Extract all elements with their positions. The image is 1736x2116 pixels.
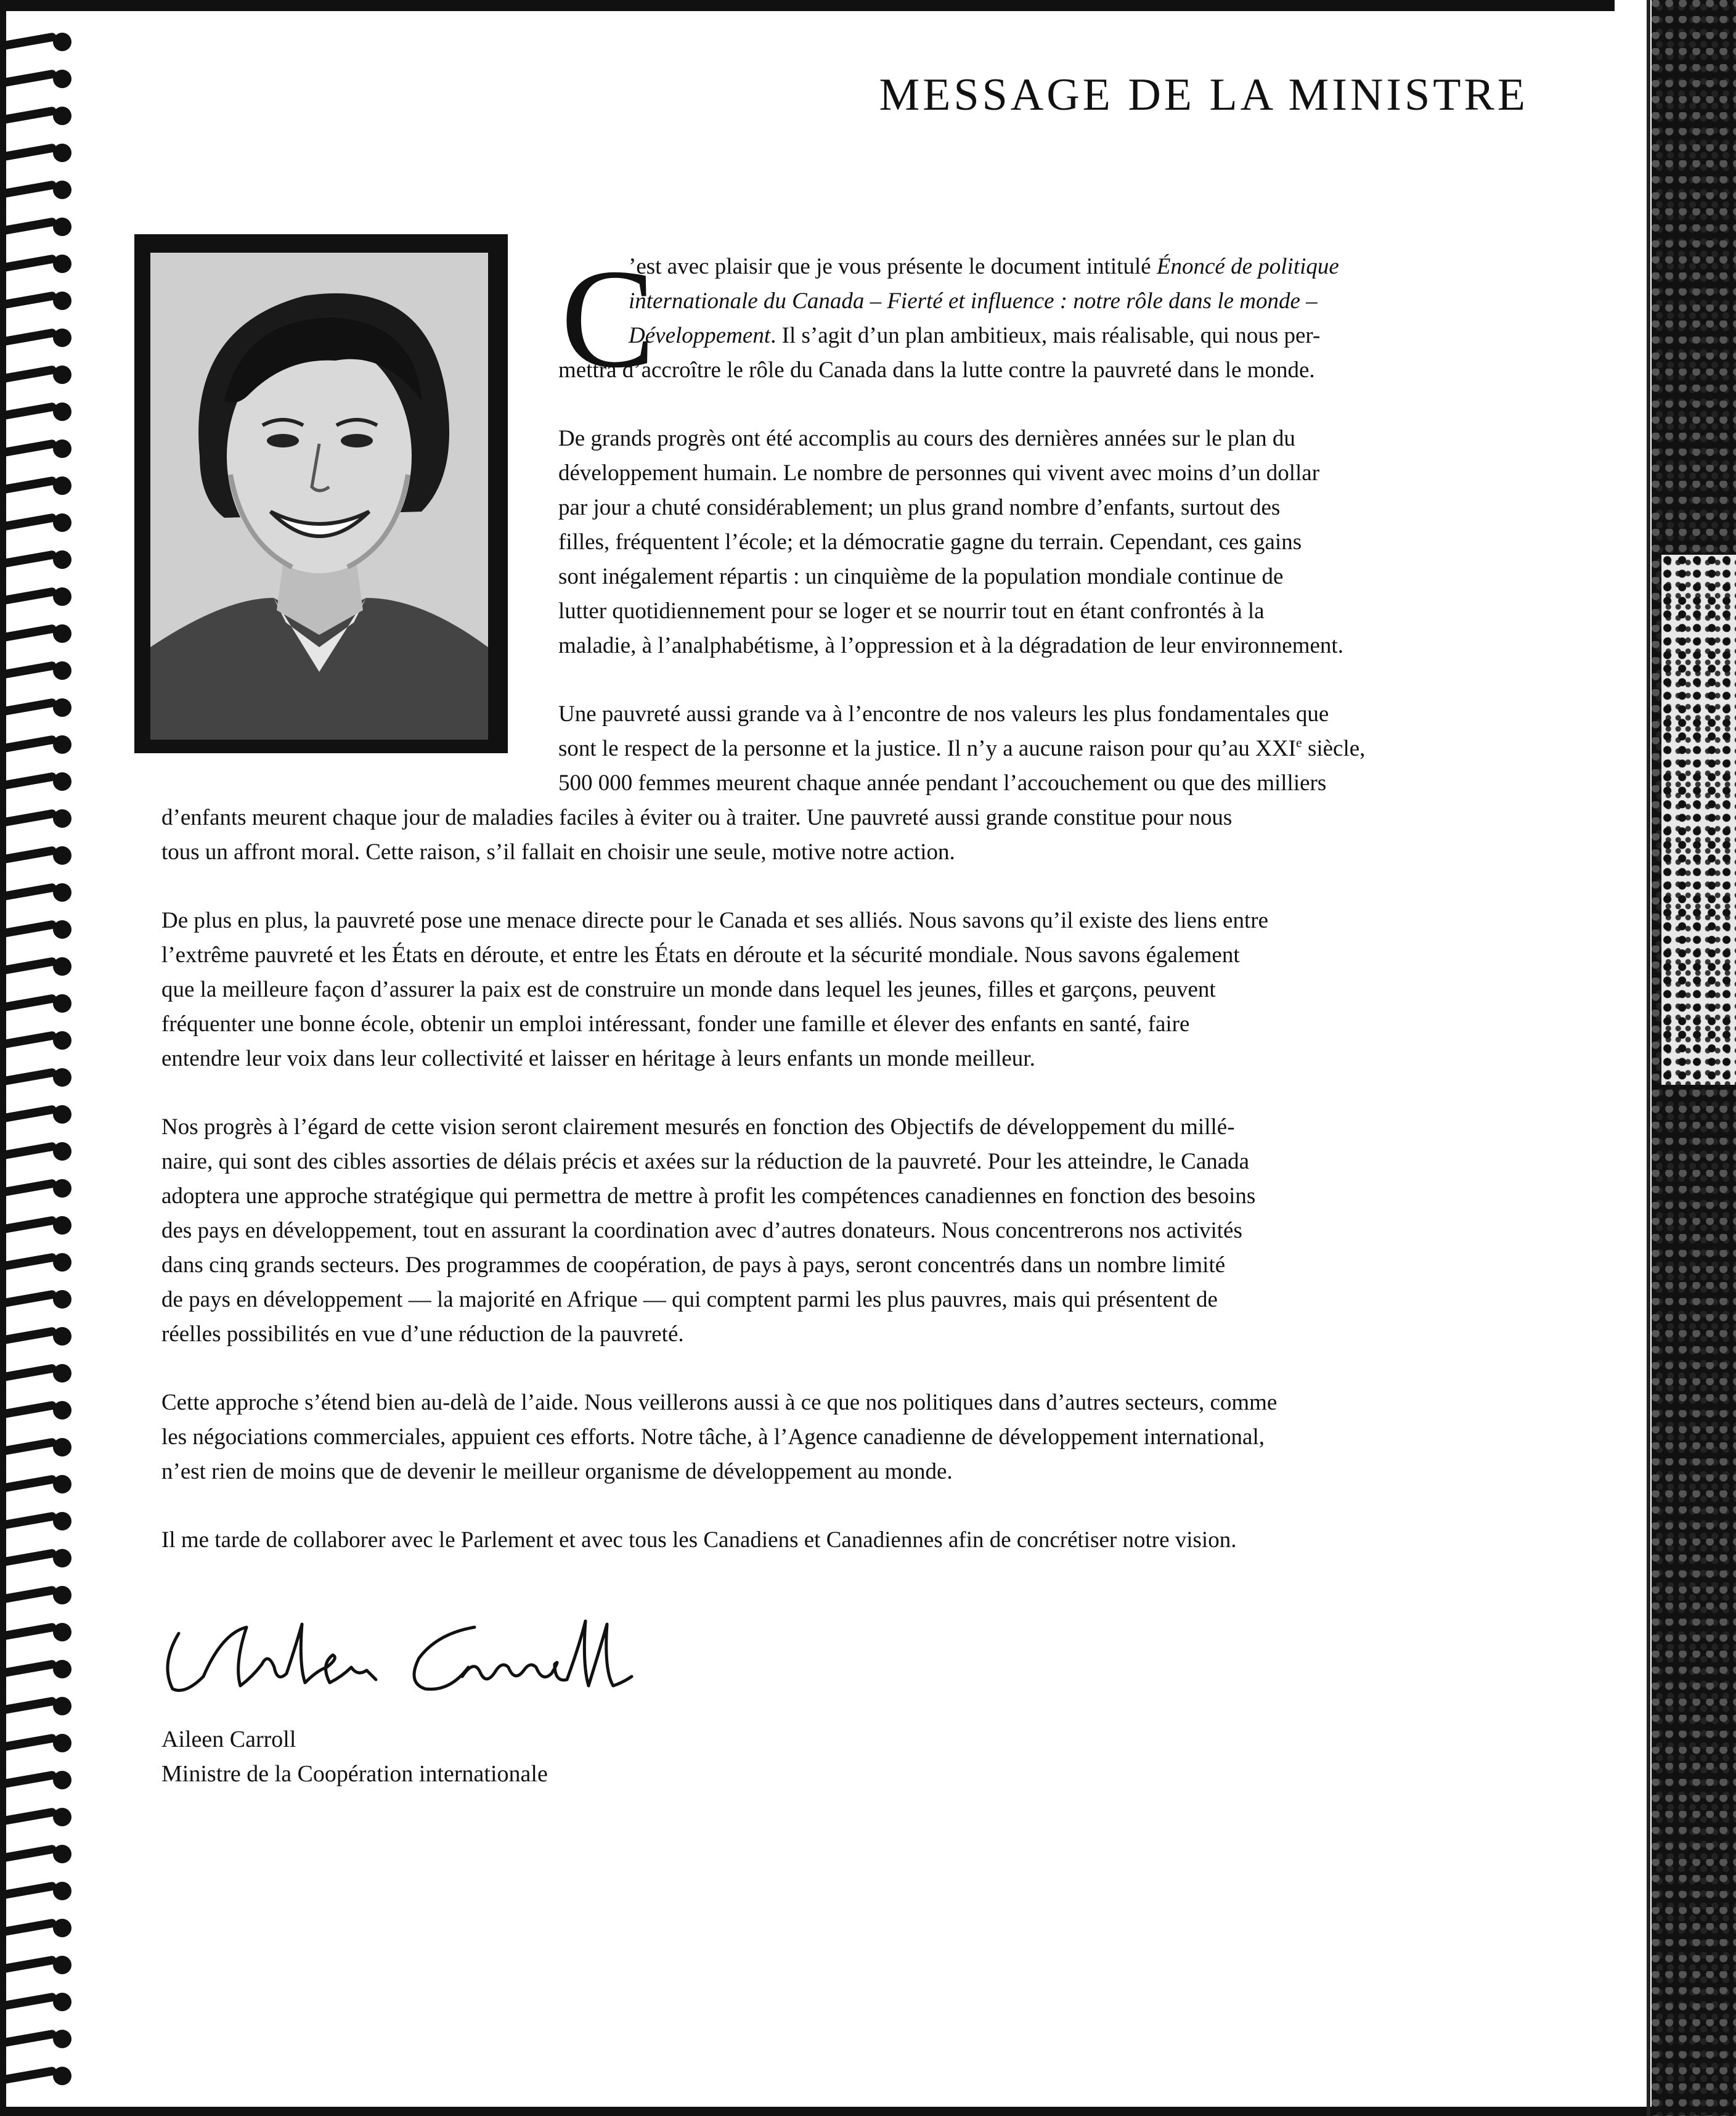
spiral-wire: [0, 809, 57, 827]
spiral-wire: [0, 217, 57, 235]
spiral-hole: [53, 883, 71, 902]
p7-line: Il me tarde de collaborer avec le Parlement et avec tous les Canadiens et Canadiennes afin de concrétiser notre vision.: [161, 1527, 1237, 1553]
p4-line: entendre leur voix dans leur collectivité et laisser en héritage à leurs enfants un monde meilleur.: [161, 1046, 1035, 1071]
spiral-hole: [53, 1549, 71, 1567]
spiral-wire: [0, 1659, 57, 1678]
spiral-wire: [0, 1881, 57, 1900]
spiral-ring: [0, 1695, 86, 1716]
spiral-wire: [0, 2029, 57, 2048]
spiral-wire: [0, 365, 57, 383]
spiral-hole: [53, 218, 71, 236]
spiral-hole: [53, 1475, 71, 1493]
spiral-ring: [0, 327, 86, 348]
spiral-hole: [53, 1808, 71, 1826]
spiral-wire: [0, 1807, 57, 1826]
spiral-wire: [0, 624, 57, 642]
p4-line: De plus en plus, la pauvreté pose une menace directe pour le Canada et ses alliés. Nous savons qu’il existe des liens entre: [161, 908, 1268, 933]
spiral-hole: [53, 1956, 71, 1974]
spiral-ring: [0, 2065, 86, 2086]
p6-line: n’est rien de moins que de devenir le meilleur organisme de développement au monde.: [161, 1459, 953, 1484]
spiral-wire: [0, 1400, 57, 1419]
spiral-wire: [0, 32, 57, 51]
spiral-ring: [0, 1769, 86, 1790]
scan-edge-top: [0, 0, 1615, 11]
spiral-hole: [53, 1845, 71, 1863]
spiral-hole: [53, 1364, 71, 1383]
spiral-ring: [0, 1621, 86, 1642]
p5-line: dans cinq grands secteurs. Des programmes de coopération, de pays à pays, seront concentrés dans un nombre limité: [161, 1252, 1226, 1278]
spiral-hole: [53, 698, 71, 717]
spiral-wire: [0, 1622, 57, 1641]
spiral-ring: [0, 660, 86, 680]
spiral-hole: [53, 181, 71, 199]
spiral-wire: [0, 1585, 57, 1604]
page-title: MESSAGE DE LA MINISTRE: [879, 70, 1528, 120]
spiral-wire: [0, 1955, 57, 1974]
spiral-ring: [0, 512, 86, 533]
spiral-ring: [0, 1325, 86, 1346]
spiral-ring: [0, 1547, 86, 1568]
spiral-wire: [0, 550, 57, 568]
signatory-title: Ministre de la Coopération internationale: [161, 1761, 548, 1787]
p6-line: Cette approche s’étend bien au-delà de l’aide. Nous veillerons aussi à ce que nos politiques dans d’autres secteurs, comme: [161, 1390, 1278, 1415]
spiral-wire: [0, 698, 57, 716]
spiral-ring: [0, 1214, 86, 1235]
spiral-ring: [0, 549, 86, 570]
spiral-hole: [53, 329, 71, 347]
spiral-hole: [53, 1586, 71, 1604]
spiral-ring: [0, 696, 86, 717]
spiral-ring: [0, 623, 86, 643]
intro-line-4: mettra d’accroître le rôle du Canada dans la lutte contre la pauvreté dans le monde.: [558, 357, 1315, 383]
spiral-ring: [0, 807, 86, 828]
spiral-hole: [53, 1660, 71, 1678]
spiral-hole: [53, 1253, 71, 1272]
spiral-wire: [0, 735, 57, 753]
portrait-icon: [150, 253, 488, 740]
spiral-wire: [0, 1142, 57, 1160]
spiral-wire: [0, 1696, 57, 1715]
spiral-wire: [0, 1363, 57, 1382]
p4-line: fréquenter une bonne école, obtenir un emploi intéressant, fonder une famille et élever des enfants en santé, faire: [161, 1011, 1190, 1037]
spiral-hole: [53, 366, 71, 384]
p3-line: d’enfants meurent chaque jour de maladies faciles à éviter ou à traiter. Une pauvreté aussi grande constitue pour nous: [161, 805, 1233, 830]
spiral-hole: [53, 1882, 71, 1900]
spiral-hole: [53, 402, 71, 421]
intro-line-1: ’est avec plaisir que je vous présente le document intitulé Énoncé de politique: [629, 254, 1339, 279]
p2-line: maladie, à l’analphabétisme, à l’oppression et à la dégradation de leur environnement.: [558, 633, 1343, 658]
spiral-ring: [0, 918, 86, 939]
spiral-hole: [53, 846, 71, 865]
spiral-wire: [0, 328, 57, 346]
spiral-wire: [0, 957, 57, 975]
spiral-ring: [0, 1917, 86, 1938]
spiral-wire: [0, 883, 57, 901]
spiral-hole: [53, 1290, 71, 1309]
spiral-hole: [53, 1512, 71, 1530]
spiral-ring: [0, 31, 86, 52]
dropcap: C: [561, 240, 656, 397]
spiral-ring: [0, 733, 86, 754]
spiral-hole: [53, 1142, 71, 1161]
intro-line-2: internationale du Canada – Fierté et influence : notre rôle dans le monde –: [629, 288, 1318, 314]
spiral-hole: [53, 994, 71, 1013]
p4-line: l’extrême pauvreté et les États en déroute, et entre les États en déroute et la sécurité mondiale. Nous savons également: [161, 942, 1240, 968]
spiral-ring: [0, 1140, 86, 1161]
spiral-hole: [53, 1179, 71, 1198]
spiral-wire: [0, 1770, 57, 1789]
spiral-wire: [0, 1992, 57, 2011]
spiral-ring: [0, 2028, 86, 2049]
spiral-hole: [53, 1068, 71, 1087]
scan-edge-bottom: [0, 2107, 1736, 2116]
spiral-hole: [53, 1734, 71, 1752]
spiral-wire: [0, 1474, 57, 1493]
p4-line: que la meilleure façon d’assurer la paix est de construire un monde dans lequel les jeunes, filles et garçons, peuvent: [161, 977, 1216, 1002]
spiral-hole: [53, 1438, 71, 1456]
p3-line: 500 000 femmes meurent chaque année pendant l’accouchement ou que des milliers: [558, 770, 1327, 796]
spiral-hole: [53, 624, 71, 643]
spiral-ring: [0, 1658, 86, 1679]
spiral-wire: [0, 846, 57, 864]
spiral-hole: [53, 1623, 71, 1641]
p6-line: les négociations commerciales, appuient ces efforts. Notre tâche, à l’Agence canadienne de développement international,: [161, 1424, 1265, 1450]
p5-line: des pays en développement, tout en assurant la coordination avec d’autres donateurs. Nous concentrerons nos activités: [161, 1218, 1242, 1243]
spiral-hole: [53, 476, 71, 495]
spiral-wire: [0, 1511, 57, 1530]
spiral-ring: [0, 401, 86, 422]
spiral-wire: [0, 1437, 57, 1456]
spiral-hole: [53, 2030, 71, 2048]
spiral-ring: [0, 1066, 86, 1087]
spiral-hole: [53, 70, 71, 88]
spiral-wire: [0, 1733, 57, 1752]
spiral-wire: [0, 1289, 57, 1308]
spiral-hole: [53, 661, 71, 680]
spiral-ring: [0, 253, 86, 274]
p5-line: naire, qui sont des cibles assorties de délais précis et axées sur la réduction de la pauvreté. Pour les atteindre, le Canada: [161, 1149, 1250, 1174]
spiral-hole: [53, 292, 71, 310]
spiral-wire: [0, 513, 57, 531]
spiral-hole: [53, 809, 71, 828]
spiral-ring: [0, 1177, 86, 1198]
spiral-wire: [0, 772, 57, 790]
spiral-wire: [0, 920, 57, 938]
spiral-ring: [0, 290, 86, 311]
spiral-hole: [53, 144, 71, 162]
p2-line: par jour a chuté considérablement; un plus grand nombre d’enfants, surtout des: [558, 495, 1281, 520]
spiral-ring: [0, 992, 86, 1013]
spiral-binding-icon: [0, 18, 92, 2108]
spiral-ring: [0, 1510, 86, 1531]
spiral-hole: [53, 439, 71, 458]
spiral-ring: [0, 1991, 86, 2012]
spiral-hole: [53, 1401, 71, 1420]
spiral-hole: [53, 772, 71, 791]
spiral-wire: [0, 143, 57, 161]
p5-line: réelles possibilités en vue d’une réduction de la pauvreté.: [161, 1321, 684, 1347]
spiral-ring: [0, 1880, 86, 1901]
spiral-ring: [0, 1806, 86, 1827]
spiral-ring: [0, 770, 86, 791]
spiral-ring: [0, 1103, 86, 1124]
spiral-wire: [0, 1068, 57, 1086]
spiral-ring: [0, 1399, 86, 1420]
p2-line: lutter quotidiennement pour se loger et se nourrir tout en étant confrontés à la: [558, 598, 1265, 624]
spiral-ring: [0, 1473, 86, 1494]
spiral-ring: [0, 1954, 86, 1975]
p3-line: sont le respect de la personne et la justice. Il n’y a aucune raison pour qu’au XXIe siècle,: [558, 735, 1366, 761]
p5-line: adoptera une approche stratégique qui permettra de mettre à profit les compétences canadiennes en fonction des besoins: [161, 1183, 1256, 1209]
spiral-hole: [53, 1327, 71, 1346]
spiral-hole: [53, 920, 71, 939]
spiral-wire: [0, 1844, 57, 1863]
spiral-ring: [0, 1436, 86, 1457]
spiral-wire: [0, 439, 57, 457]
spiral-hole: [53, 735, 71, 754]
spiral-hole: [53, 1697, 71, 1715]
spiral-wire: [0, 476, 57, 494]
spiral-ring: [0, 1732, 86, 1753]
spiral-ring: [0, 142, 86, 163]
spiral-ring: [0, 844, 86, 865]
spiral-hole: [53, 513, 71, 532]
p3-line: Une pauvreté aussi grande va à l’encontre de nos valeurs les plus fondamentales que: [558, 701, 1329, 727]
p2-line: filles, fréquentent l’école; et la démocratie gagne du terrain. Cependant, ces gains: [558, 529, 1302, 555]
spiral-ring: [0, 955, 86, 976]
textured-border-highlight: [1661, 555, 1736, 1085]
spiral-hole: [53, 1031, 71, 1050]
spiral-wire: [0, 1326, 57, 1345]
spiral-wire: [0, 1179, 57, 1197]
spiral-wire: [0, 587, 57, 605]
portrait-frame: [134, 234, 508, 753]
spiral-ring: [0, 105, 86, 126]
spiral-wire: [0, 254, 57, 272]
spiral-hole: [53, 33, 71, 51]
spiral-wire: [0, 994, 57, 1012]
spiral-ring: [0, 1584, 86, 1605]
spiral-hole: [53, 1919, 71, 1937]
spiral-wire: [0, 106, 57, 125]
spiral-hole: [53, 587, 71, 606]
spiral-ring: [0, 68, 86, 89]
spiral-ring: [0, 586, 86, 607]
p2-line: sont inégalement répartis : un cinquième de la population mondiale continue de: [558, 564, 1284, 589]
spiral-wire: [0, 1252, 57, 1271]
spiral-hole: [53, 2067, 71, 2085]
spiral-ring: [0, 881, 86, 902]
spiral-hole: [53, 107, 71, 125]
spiral-ring: [0, 475, 86, 496]
spiral-ring: [0, 216, 86, 237]
spiral-ring: [0, 1029, 86, 1050]
spiral-ring: [0, 1362, 86, 1383]
spiral-hole: [53, 1216, 71, 1235]
spiral-wire: [0, 1215, 57, 1234]
spiral-hole: [53, 1993, 71, 2011]
handwritten-signature-icon: [154, 1609, 635, 1701]
spiral-wire: [0, 2066, 57, 2085]
spiral-wire: [0, 1031, 57, 1049]
spiral-hole: [53, 1105, 71, 1124]
p2-line: De grands progrès ont été accomplis au cours des dernières années sur le plan du: [558, 426, 1295, 451]
spiral-ring: [0, 1288, 86, 1309]
spiral-wire: [0, 1105, 57, 1123]
spiral-wire: [0, 1918, 57, 1937]
p5-line: de pays en développement — la majorité en Afrique — qui comptent parmi les plus pauvres, mais qui présentent de: [161, 1287, 1218, 1312]
spiral-hole: [53, 255, 71, 273]
spiral-wire: [0, 1548, 57, 1567]
spiral-hole: [53, 957, 71, 976]
intro-line-3: Développement. Il s’agit d’un plan ambitieux, mais réalisable, qui nous per-: [629, 323, 1321, 348]
page-edge-right: [1647, 0, 1650, 2116]
spiral-ring: [0, 364, 86, 385]
spiral-wire: [0, 180, 57, 198]
spiral-wire: [0, 69, 57, 88]
p3-line: tous un affront moral. Cette raison, s’il fallait en choisir une seule, motive notre action.: [161, 839, 955, 865]
spiral-wire: [0, 661, 57, 679]
p2-line: développement humain. Le nombre de personnes qui vivent avec moins d’un dollar: [558, 460, 1320, 486]
spiral-ring: [0, 1251, 86, 1272]
signatory-name: Aileen Carroll: [161, 1726, 296, 1752]
spiral-ring: [0, 179, 86, 200]
spiral-wire: [0, 402, 57, 420]
spiral-ring: [0, 438, 86, 459]
spiral-ring: [0, 1843, 86, 1864]
spiral-hole: [53, 1771, 71, 1789]
spiral-wire: [0, 291, 57, 309]
spiral-hole: [53, 550, 71, 569]
p5-line: Nos progrès à l’égard de cette vision seront clairement mesurés en fonction des Objectifs de développement du millé-: [161, 1114, 1235, 1140]
